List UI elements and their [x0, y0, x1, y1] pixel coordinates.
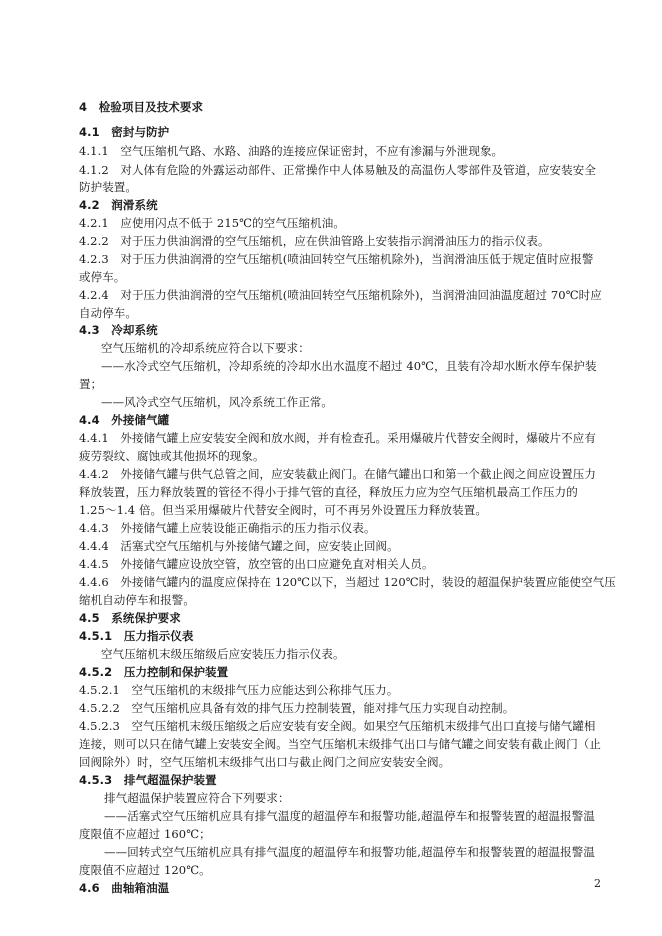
clause-text: 1.25～1.4 倍。但当采用爆破片代替安全阀时，可不再另外设置压力释放装置。 [79, 503, 487, 517]
section-heading: 4.1 密封与防护 [79, 125, 170, 139]
clause-text: 回阀除外）时，空气压缩机末级排气出口与截止阀门之间应安装安全阀。 [79, 755, 451, 769]
section-heading: 4.5 系统保护要求 [79, 611, 181, 625]
section-heading: 4.5.2 压力控制和保护装置 [79, 665, 229, 679]
clause-text: 空气压缩机末级压缩级后应安装压力指示仪表。 [101, 647, 345, 661]
section-heading: 4.4 外接储气罐 [79, 413, 170, 427]
clause-text: 4.2.3 对于压力供油润滑的空气压缩机(喷油回转空气压缩机除外)，当润滑油压低于规定值时应报警 [79, 252, 594, 266]
section-heading: 4.5.3 排气超温保护装置 [79, 773, 217, 787]
clause-text: 释放装置，压力释放装置的管径不得小于排气管的直径，释放压力应为空气压缩机最高工作压力的 [79, 485, 578, 499]
section-heading: 4 检验项目及技术要求 [79, 100, 204, 114]
clause-text: 4.4.4 活塞式空气压缩机与外接储气罐之间，应安装止回阀。 [79, 539, 399, 553]
clause-text: 缩机自动停车和报警。 [79, 593, 195, 607]
list-item: ——活塞式空气压缩机应具有排气温度的超温停车和报警功能,超温停车和报警装置的超温报警温 [104, 809, 595, 823]
clause-text: 防护装置。 [79, 180, 137, 194]
section-heading: 4.3 冷却系统 [79, 323, 158, 337]
clause-text: 排气超温保护装置应符合下列要求： [104, 791, 290, 805]
clause-text: 空气压缩机的冷却系统应符合以下要求： [101, 341, 310, 355]
clause-text: 4.2.2 对于压力供油润滑的空气压缩机，应在供油管路上安装指示润滑油压力的指示仪表。 [79, 234, 550, 248]
clause-text: 连接，则可以只在储气罐上安装安全阀。当空气压缩机末级排气出口与储气罐之间安装有截止阀门（止 [79, 737, 601, 751]
clause-text: 自动停车。 [79, 306, 137, 320]
clause-text: 4.4.5 外接储气罐应设放空管，放空管的出口应避免直对相关人员。 [79, 557, 434, 571]
section-heading: 4.2 润滑系统 [79, 198, 158, 212]
clause-text: 或停车。 [79, 270, 126, 284]
section-heading: 4.6 曲轴箱油温 [79, 881, 170, 895]
clause-text: 4.2.1 应使用闪点不低于 215℃的空气压缩机油。 [79, 216, 345, 230]
list-item: ——水冷式空气压缩机，冷却系统的冷却水出水温度不超过 40℃，且装有冷却水断水停车保护装 [101, 359, 597, 373]
clause-text: 4.4.6 外接储气罐内的温度应保持在 120℃以下，当超过 120℃时，装设的超温保护装置应能使空气压 [79, 575, 616, 589]
clause-text: 4.2.4 对于压力供油润滑的空气压缩机(喷油回转空气压缩机除外)，当润滑油回油温度超过 70℃时应 [79, 288, 602, 302]
clause-text: 度限值不应超过 160℃； [79, 827, 211, 841]
section-heading: 4.5.1 压力指示仪表 [79, 629, 194, 643]
clause-text: 4.5.2.2 空气压缩机应具备有效的排气压力控制装置，能对排气压力实现自动控制。 [79, 701, 515, 715]
clause-text: 4.5.2.1 空气压缩机的末级排气压力应能达到公称排气压力。 [79, 683, 399, 697]
page-number: 2 [594, 877, 601, 890]
clause-text: 4.4.1 外接储气罐上应安装安全阀和放水阀，并有检查孔。采用爆破片代替安全阀时，爆破片不应有 [79, 431, 596, 445]
clause-text: 疲劳裂纹、腐蚀或其他损坏的现象。 [79, 449, 265, 463]
clause-text: 4.4.3 外接储气罐上应装设能正确指示的压力指示仪表。 [79, 521, 376, 535]
clause-text: 度限值不应超过 120℃。 [79, 863, 211, 877]
clause-text: 4.5.2.3 空气压缩机末级压缩级之后应安装有安全阀。如果空气压缩机末级排气出口直接与储气罐相 [79, 719, 596, 733]
clause-text: 4.1.1 空气压缩机气路、水路、油路的连接应保证密封，不应有渗漏与外泄现象。 [79, 144, 504, 158]
list-item: ——风冷式空气压缩机，风冷系统工作正常。 [101, 395, 333, 409]
clause-text: 置； [79, 377, 103, 391]
clause-text: 4.1.2 对人体有危险的外露运动部件、正常操作中人体易触及的高温伤人零部件及管道，应安装安全 [79, 163, 596, 177]
clause-text: 4.4.2 外接储气罐与供气总管之间，应安装截止阀门。在储气罐出口和第一个截止阀之间应设置压力 [79, 467, 596, 481]
list-item: ——回转式空气压缩机应具有排气温度的超温停车和报警功能,超温停车和报警装置的超温报警温 [104, 845, 595, 859]
